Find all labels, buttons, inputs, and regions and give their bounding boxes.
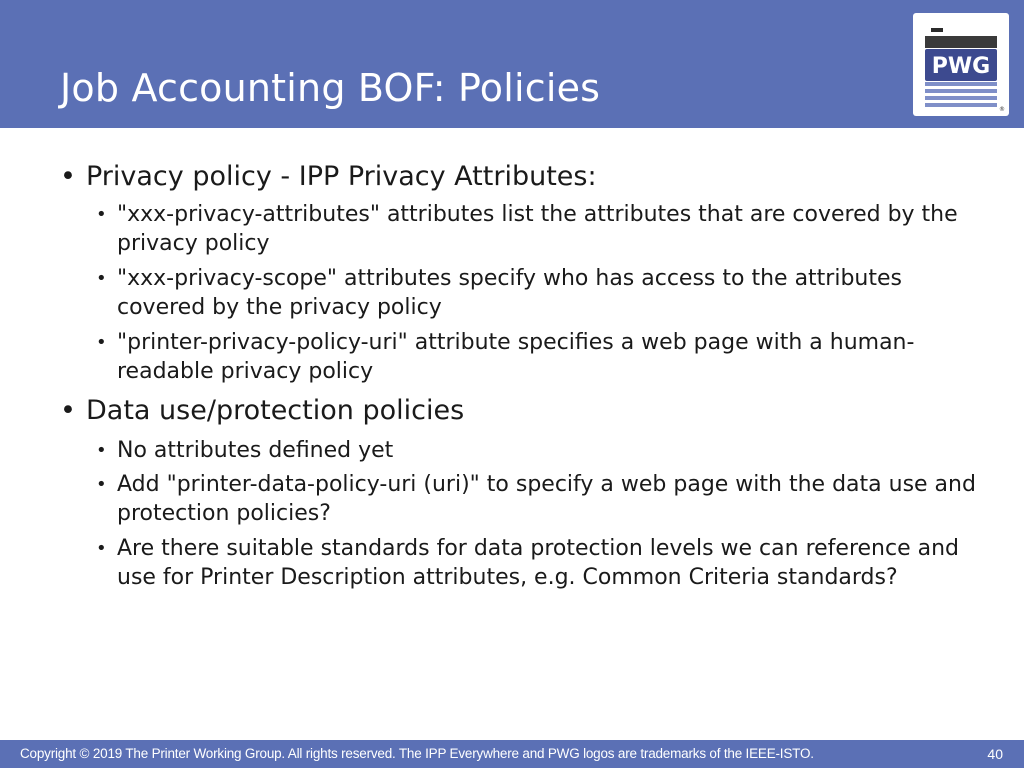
bullet-icon: • — [96, 474, 107, 495]
bullet-icon: • — [96, 538, 107, 559]
bullet-icon: • — [60, 395, 76, 426]
bullet-level2-item — [96, 534, 976, 592]
bullet-text: "xxx-privacy-attributes" attributes list the attributes that are covered by the privacy policy — [117, 202, 958, 256]
bullet-level2-item — [96, 264, 976, 322]
slide-title: Job Accounting BOF: Policies — [60, 66, 601, 110]
bullet-level2-item — [96, 200, 976, 258]
bullet-text: Are there suitable standards for data protection levels we can reference and use for Printer Description attributes, e.g. Common Criteria standards? — [117, 536, 960, 590]
copyright-text: Copyright © 2019 The Printer Working Group. All rights reserved. The IPP Everywhere and PWG logos are trademarks of the IEEE-ISTO. — [20, 746, 814, 761]
bullet-text: Data use/protection policies — [86, 395, 465, 426]
bullet-text: "xxx-privacy-scope" attributes specify who has access to the attributes covered by the privacy policy — [117, 266, 902, 320]
page-number: 40 — [987, 746, 1003, 762]
registered-mark: ® — [999, 106, 1005, 113]
bullet-text: "printer-privacy-policy-uri" attribute specifies a web page with a human-readable privacy policy — [117, 330, 915, 384]
bullet-text: No attributes defined yet — [117, 438, 394, 463]
bullet-text: Privacy policy - IPP Privacy Attributes: — [86, 161, 597, 192]
pwg-logo-text: PWG — [931, 54, 991, 79]
bullet-level2-item — [96, 328, 976, 386]
bullet-icon: • — [96, 204, 107, 225]
bullet-level2-item — [96, 470, 976, 528]
bullet-level2-item — [96, 436, 976, 465]
bullet-text: Add "printer-data-policy-uri (uri)" to specify a web page with the data use and protection policies? — [117, 472, 976, 526]
footer-bar — [0, 740, 1024, 768]
bullet-icon: • — [96, 332, 107, 353]
bullet-icon: • — [96, 268, 107, 289]
bullet-icon: • — [60, 161, 76, 192]
bullet-icon: • — [96, 440, 107, 461]
